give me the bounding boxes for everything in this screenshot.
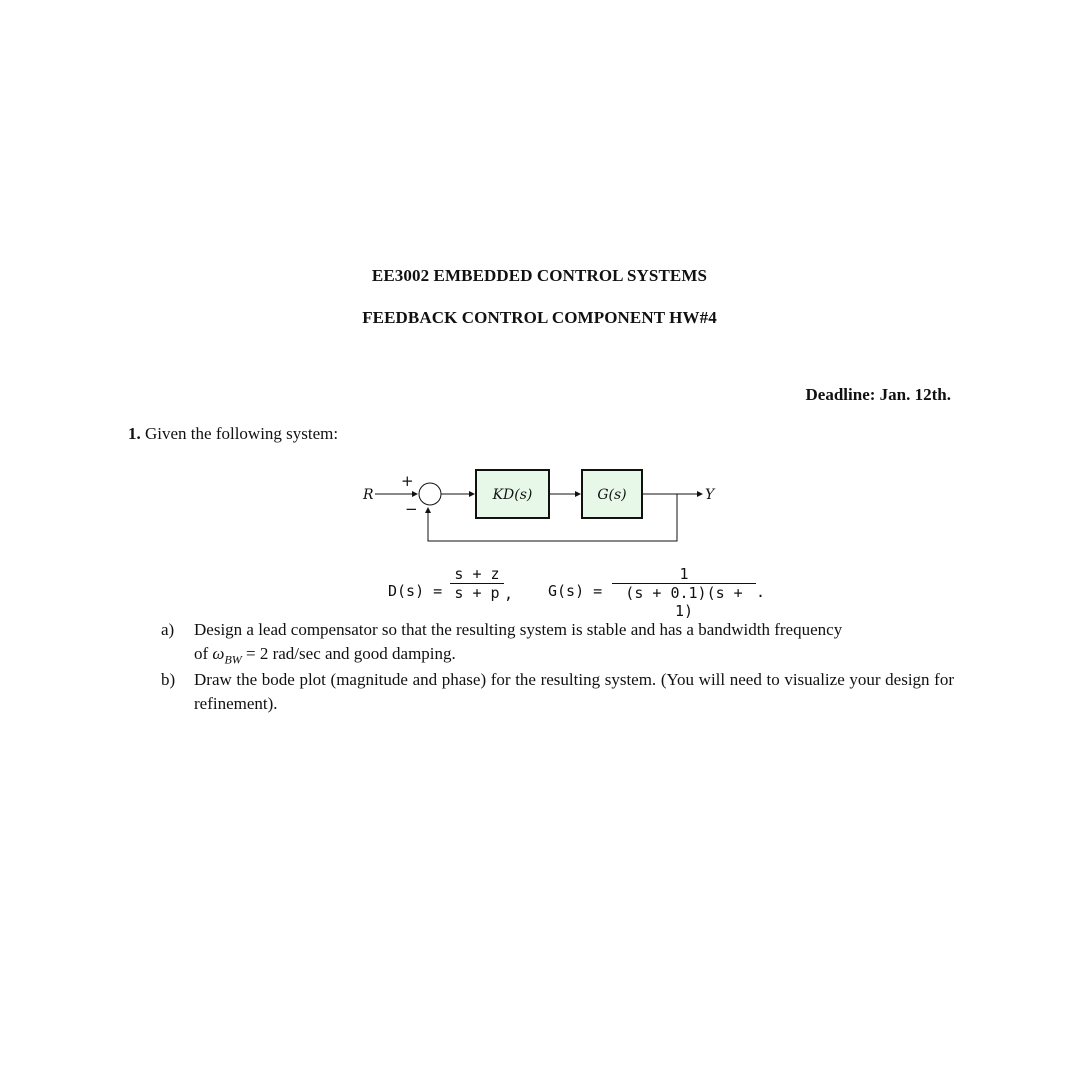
plus-sign: + <box>401 472 414 490</box>
g-period: . <box>756 583 766 601</box>
equation-d <box>386 565 526 615</box>
question-number: 1. <box>128 424 141 443</box>
d-lhs: D(s) = <box>388 582 443 600</box>
part-a <box>161 618 956 668</box>
minus-sign: − <box>405 500 418 518</box>
part-b-label: b) <box>161 670 176 689</box>
g-fraction <box>612 565 756 620</box>
equation-g <box>548 565 778 620</box>
g-numerator: 1 <box>679 565 689 583</box>
block-g-label: G(s) <box>597 487 627 503</box>
d-numerator: s + z <box>454 565 500 583</box>
d-comma: , <box>504 585 514 603</box>
input-label-r: R <box>363 487 374 503</box>
block-kd-label: KD(s) <box>492 487 533 503</box>
block-diagram <box>355 460 735 550</box>
omega-symbol: ω <box>212 644 225 663</box>
g-denominator: (s + 0.1)(s + 1) <box>612 583 756 620</box>
g-lhs: G(s) = <box>548 582 603 600</box>
part-a-text <box>194 618 954 671</box>
deadline: Deadline: Jan. 12th. <box>805 385 951 404</box>
part-a-line2 <box>194 642 954 671</box>
part-b-text: Draw the bode plot (magnitude and phase) for the resulting system. (You will need to visualize your design for refinement). <box>194 670 954 713</box>
question-text: Given the following system: <box>145 424 339 443</box>
omega-subscript: BW <box>224 652 242 667</box>
part-a-line1: Design a lead compensator so that the resulting system is stable and has a bandwidth frequency <box>194 620 843 639</box>
part-a-rest: = 2 rad/sec and good damping. <box>241 644 456 663</box>
part-a-of: of <box>194 644 213 663</box>
homework-title: FEEDBACK CONTROL COMPONENT HW#4 <box>362 308 717 327</box>
summing-junction <box>419 483 441 505</box>
part-a-label: a) <box>161 620 175 639</box>
output-label-y: Y <box>705 487 715 503</box>
d-fraction <box>450 565 504 602</box>
d-denominator: s + p <box>450 583 504 602</box>
question-1-prompt <box>128 424 338 444</box>
part-b <box>161 668 956 718</box>
course-title: EE3002 EMBEDDED CONTROL SYSTEMS <box>371 266 708 285</box>
